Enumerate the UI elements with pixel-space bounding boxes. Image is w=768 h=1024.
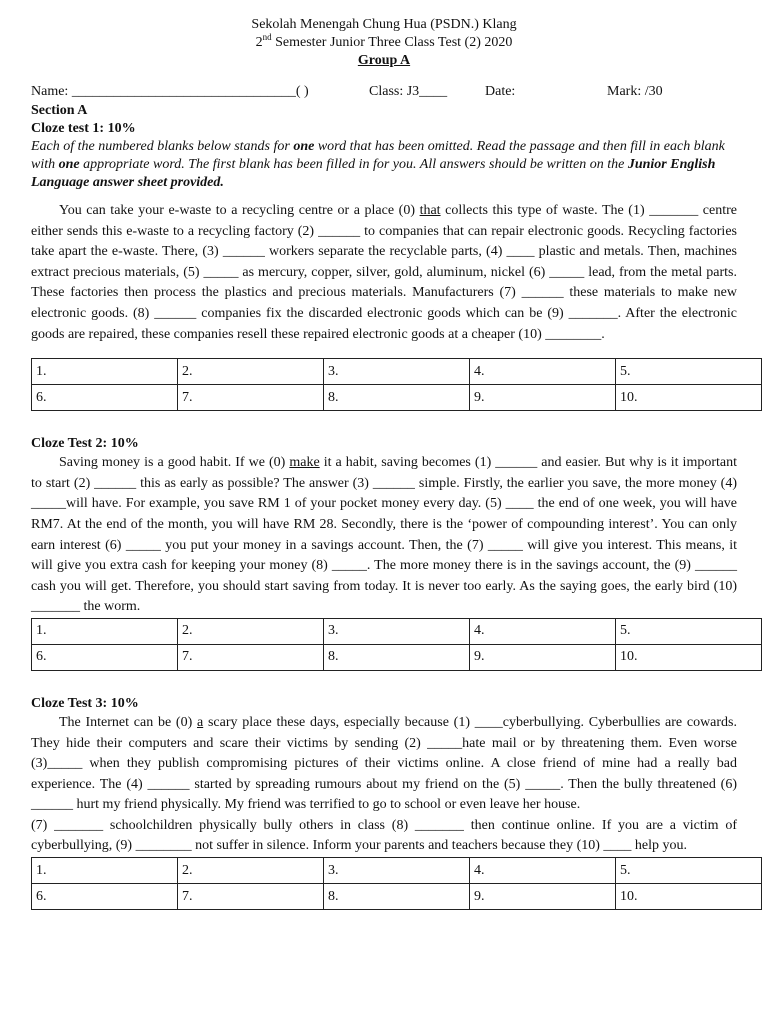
answer-cell[interactable]: 8. [324,884,470,910]
answer-cell[interactable]: 7. [178,884,324,910]
answer-cell[interactable]: 8. [324,385,470,411]
student-info-row [31,84,737,102]
header [31,16,737,70]
answer-cell[interactable]: 3. [324,618,470,644]
passage-text: scary place these days, especially because (1) ____cyberbullying. Cyberbullies are cowards. They hide their computers and scare their victims by sending (2) _____hate mail or by threatening them. Even worse (3)_____ when they publish compromising pictures of their victims online. A close friend of mine had a really bad experience. The (4) ______ started by spreading rumours about my friend on the (5) _____. Then the bully threatened (6) ______ hurt my friend physically. My friend was terrified to go to school or even leave her house. [31,714,738,813]
answer-cell[interactable]: 2. [178,618,324,644]
answer-row [32,644,762,670]
example-answer: a [196,714,204,730]
passage-text: collects this type of waste. The (1) _______ centre either sends this e-waste to a recycling factory (2) ______ to companies that can repair electronic goods. Recycling factories take apart the e-waste. There, (3) ______ workers separate the recyclable parts, (4) ____ plastic and metals. Then, machines extract precious materials, (5) _____ as mercury, copper, silver, gold, aluminum, nickel (6) _____ lead, from the metal parts. These factories then process the plastics and precious materials. Manufacturers (7) ______ these materials to make new electronic goods. (8) ______ companies fix the discarded electronic goods which can be (9) _______. After the electronic goods are repaired, these companies resell these repaired electronic goods at a cheaper (10) ________. [31,203,737,342]
school-name: Sekolah Menengah Chung Hua (PSDN.) Klang [251,17,517,32]
answer-cell[interactable]: 1. [32,858,178,884]
answer-cell[interactable]: 8. [324,644,470,670]
answer-cell[interactable]: 3. [324,359,470,385]
answer-cell[interactable]: 9. [470,884,616,910]
passage-text: it a habit, saving becomes (1) ______ and easier. But why is it important to start (2) ______ this as early as possible? The answer (3) ______ simple. Firstly, the earlier you save, the more money (4) _____will have. For example, you save RM 1 of your pocket money every day. (5) ____ the end of one week, you will have RM7. At the end of the month, you will have RM 28. Secondly, there is the ‘power of compounding interest’. You can only earn interest (6) _____ you put your money in a savings account. Then, the (7) _____ will give you interest. This means, it will give you extra cash for keeping your money (8) _____. The more money there is in the savings account, the (9) ______ cash you will get. Therefore, you should start saving from today. It is never too early. As the saying goes, the early bird (10) _______ the worm. [31,455,737,615]
cloze1-answer-table [31,358,762,411]
answer-cell[interactable]: 9. [470,385,616,411]
group-title: Group A [357,53,411,68]
cloze1-passage [31,201,737,345]
mark-field: Mark: /30 [607,84,663,99]
cloze3-answer-table [31,857,762,910]
instr-bold: one [58,157,80,172]
answer-cell[interactable]: 3. [324,858,470,884]
cloze3-title: Cloze Test 3: 10% [31,695,139,711]
answer-row [32,858,762,884]
example-answer: that [419,203,441,218]
answer-cell[interactable]: 2. [178,359,324,385]
instr-part: appropriate word. The first blank has been filled in for you. All answers should be written on the [79,157,628,172]
answer-cell[interactable]: 10. [616,385,762,411]
cloze2-answer-table [31,618,762,671]
cloze3-passage-2: (7) _______ schoolchildren physically bully others in class (8) _______ then continue online. If you are a victim of cyberbullying, (9) ________ not suffer in silence. Inform your parents and teachers because they (10) ____ help you. [31,817,737,854]
answer-cell[interactable]: 5. [616,858,762,884]
passage-text: You can take your e-waste to a recycling centre or a place (0) [59,203,420,218]
answer-row [32,618,762,644]
answer-cell[interactable]: 1. [32,359,178,385]
cloze3-passage [31,713,737,816]
semester-number: 2 [255,35,263,50]
cloze2-title: Cloze Test 2: 10% [31,436,139,452]
class-field[interactable]: Class: J3____ [369,84,448,99]
answer-cell[interactable]: 5. [616,359,762,385]
semester-superscript: nd [262,32,272,42]
semester-line [31,34,737,52]
answer-cell[interactable]: 5. [616,618,762,644]
instr-bold: one [293,139,315,154]
passage-text: The Internet can be (0) [59,714,197,730]
test-page [31,16,737,910]
answer-cell[interactable]: 6. [32,385,178,411]
cloze1-instructions [31,138,737,192]
answer-cell[interactable]: 6. [32,644,178,670]
section-title: Section A [31,103,88,118]
answer-cell[interactable]: 10. [616,884,762,910]
answer-cell[interactable]: 4. [470,359,616,385]
instr-part: word that has been omitted. Read the passage and then fill in each blank with [31,139,725,172]
cloze2-passage [31,453,737,618]
answer-row [32,385,762,411]
answer-cell[interactable]: 4. [470,858,616,884]
name-field[interactable]: Name: ________________________________( ) [31,84,309,99]
answer-cell[interactable]: 4. [470,618,616,644]
answer-cell[interactable]: 7. [178,385,324,411]
instr-bold: Junior English Language answer sheet provided. [31,157,716,190]
passage-text: Saving money is a good habit. If we (0) [59,455,290,471]
answer-cell[interactable]: 10. [616,644,762,670]
answer-cell[interactable]: 2. [178,858,324,884]
example-answer: make [289,455,320,471]
answer-cell[interactable]: 9. [470,644,616,670]
answer-row [32,884,762,910]
answer-cell[interactable]: 6. [32,884,178,910]
answer-row [32,359,762,385]
answer-cell[interactable]: 1. [32,618,178,644]
date-field[interactable]: Date: [485,84,516,99]
instr-part: Each of the numbered blanks below stands for [31,139,294,154]
answer-cell[interactable]: 7. [178,644,324,670]
semester-text: Semester Junior Three Class Test (2) 2020 [271,35,513,50]
cloze1-title: Cloze test 1: 10% [31,121,136,136]
